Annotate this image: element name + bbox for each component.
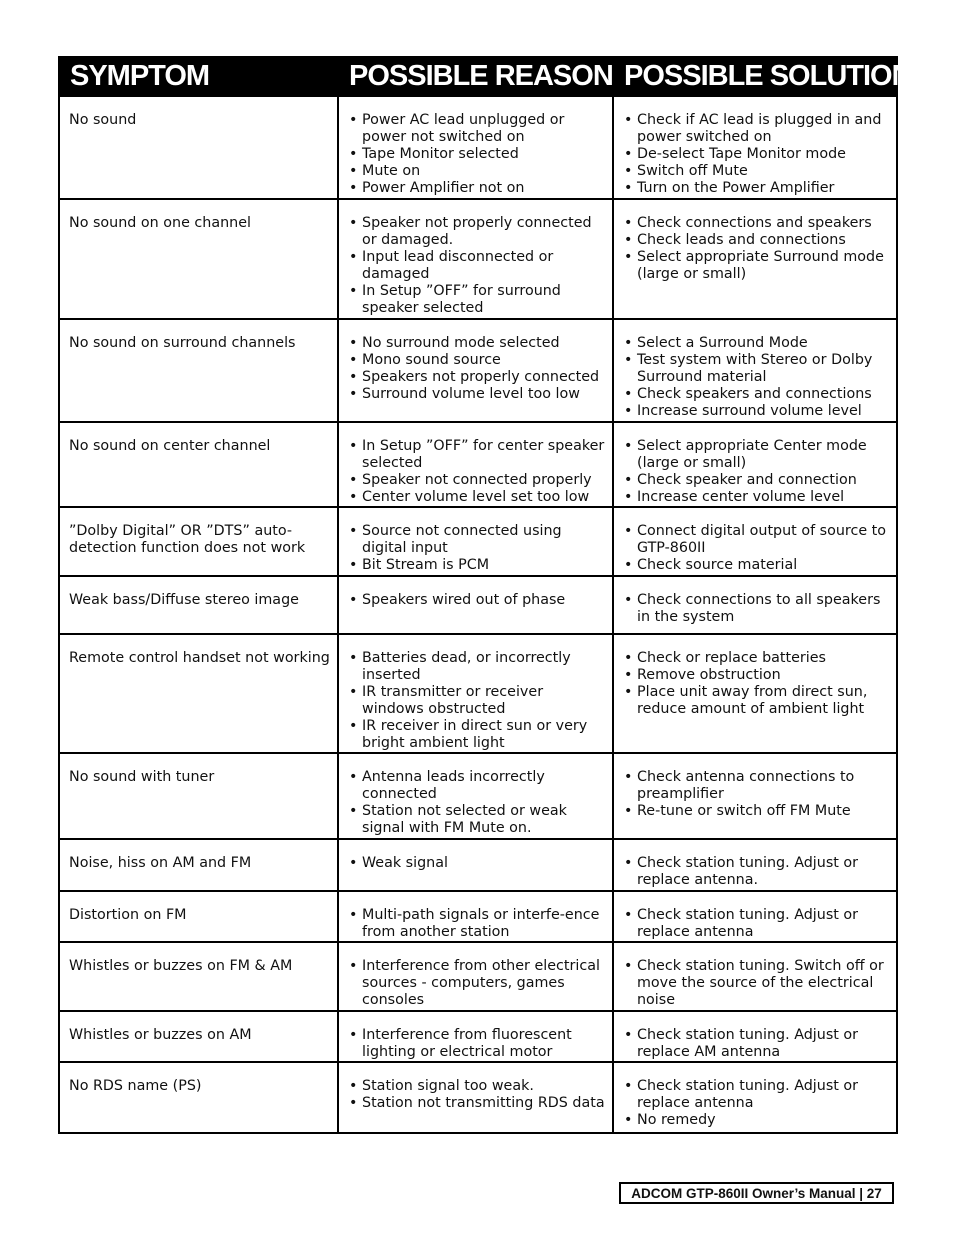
reason-list <box>348 650 606 752</box>
solution-cell <box>613 634 897 753</box>
solution-cell <box>613 839 897 891</box>
reason-item: • No surround mode selected <box>348 335 606 352</box>
solution-item: • Check if AC lead is plugged in and power switched on <box>623 112 890 146</box>
reason-list <box>348 215 606 317</box>
symptom-cell: No sound on one channel <box>59 199 338 319</box>
solution-cell <box>613 753 897 839</box>
solution-cell <box>613 1062 897 1133</box>
reason-item: • Speakers not properly connected <box>348 369 606 386</box>
solution-list <box>623 855 890 889</box>
reason-list <box>348 1078 606 1112</box>
reason-item: • Batteries dead, or incorrectly inserted <box>348 650 606 684</box>
reason-item: • Station not selected or weak signal with FM Mute on. <box>348 803 606 837</box>
solution-list <box>623 1078 890 1129</box>
reason-list <box>348 855 606 872</box>
solution-list <box>623 907 890 941</box>
reason-item: • IR receiver in direct sun or very bright ambient light <box>348 718 606 752</box>
reason-item: • Source not connected using digital input <box>348 523 606 557</box>
reason-item: • Center volume level set too low <box>348 489 606 506</box>
reason-item: • Station signal too weak. <box>348 1078 606 1095</box>
reason-item: • Weak signal <box>348 855 606 872</box>
solution-list <box>623 112 890 197</box>
solution-item: • Place unit away from direct sun, reduce amount of ambient light <box>623 684 890 718</box>
solution-list <box>623 523 890 574</box>
solution-item: • Check antenna connections to preamplifier <box>623 769 890 803</box>
solution-item: • Check station tuning. Adjust or replace antenna. <box>623 855 890 889</box>
reason-item: • Input lead disconnected or damaged <box>348 249 606 283</box>
symptom-cell: Distortion on FM <box>59 891 338 942</box>
header-symptom: SYMPTOM <box>59 57 338 96</box>
solution-item: • Test system with Stereo or Dolby Surround material <box>623 352 890 386</box>
footer-text: ADCOM GTP-860II Owner’s Manual | 27 <box>631 1185 882 1201</box>
solution-item: • Select appropriate Center mode (large or small) <box>623 438 890 472</box>
reason-item: • Power Amplifier not on <box>348 180 606 197</box>
table-row <box>59 753 897 839</box>
header-possible-reason: POSSIBLE REASON <box>338 57 613 96</box>
header-possible-solution: POSSIBLE SOLUTION <box>613 57 897 96</box>
symptom-cell: No sound on surround channels <box>59 319 338 422</box>
reason-cell <box>338 576 613 634</box>
solution-cell <box>613 891 897 942</box>
solution-item: • Connect digital output of source to GTP-860II <box>623 523 890 557</box>
reason-list <box>348 335 606 403</box>
reason-cell <box>338 319 613 422</box>
solution-cell <box>613 942 897 1011</box>
reason-cell <box>338 753 613 839</box>
solution-item: • Check station tuning. Adjust or replace AM antenna <box>623 1027 890 1061</box>
solution-item: • Check station tuning. Adjust or replace antenna <box>623 907 890 941</box>
reason-item: • Multi-path signals or interfe-ence from another station <box>348 907 606 941</box>
solution-cell <box>613 507 897 576</box>
solution-item: • Check leads and connections <box>623 232 890 249</box>
reason-list <box>348 438 606 506</box>
reason-list <box>348 1027 606 1061</box>
reason-cell <box>338 942 613 1011</box>
reason-item: • Speaker not properly connected or damaged. <box>348 215 606 249</box>
table-row <box>59 839 897 891</box>
symptom-cell: No sound on center channel <box>59 422 338 507</box>
reason-item: • Mono sound source <box>348 352 606 369</box>
table-row <box>59 422 897 507</box>
table-row <box>59 942 897 1011</box>
reason-cell <box>338 839 613 891</box>
reason-item: • Tape Monitor selected <box>348 146 606 163</box>
solution-cell <box>613 576 897 634</box>
table-row <box>59 96 897 199</box>
table-header-row <box>59 57 897 96</box>
reason-item: • Antenna leads incorrectly connected <box>348 769 606 803</box>
reason-cell <box>338 891 613 942</box>
solution-list <box>623 592 890 626</box>
table-row <box>59 1011 897 1062</box>
solution-item: • Check speakers and connections <box>623 386 890 403</box>
reason-cell <box>338 422 613 507</box>
solution-item: • Check connections to all speakers in the system <box>623 592 890 626</box>
solution-item: • Check connections and speakers <box>623 215 890 232</box>
table-row <box>59 199 897 319</box>
solution-item: • Re-tune or switch off FM Mute <box>623 803 890 820</box>
reason-item: • In Setup ”OFF” for surround speaker selected <box>348 283 606 317</box>
solution-cell <box>613 319 897 422</box>
table-body <box>59 96 897 1133</box>
reason-cell <box>338 634 613 753</box>
reason-item: • Interference from other electrical sources - computers, games consoles <box>348 958 606 1009</box>
solution-list <box>623 769 890 820</box>
solution-item: • Check or replace batteries <box>623 650 890 667</box>
table-row <box>59 1062 897 1133</box>
reason-list <box>348 523 606 574</box>
solution-item: • Increase surround volume level <box>623 403 890 420</box>
solution-list <box>623 438 890 506</box>
table-row <box>59 507 897 576</box>
reason-list <box>348 769 606 837</box>
reason-item: • Station not transmitting RDS data <box>348 1095 606 1112</box>
solution-list <box>623 1027 890 1061</box>
solution-cell <box>613 1011 897 1062</box>
solution-item: • Turn on the Power Amplifier <box>623 180 890 197</box>
symptom-cell: Noise, hiss on AM and FM <box>59 839 338 891</box>
table-row <box>59 319 897 422</box>
solution-item: • Check source material <box>623 557 890 574</box>
table-row <box>59 576 897 634</box>
reason-item: • In Setup ”OFF” for center speaker selected <box>348 438 606 472</box>
table-row <box>59 634 897 753</box>
reason-cell <box>338 507 613 576</box>
page-footer <box>619 1182 894 1204</box>
solution-item: • Check station tuning. Switch off or move the source of the electrical noise <box>623 958 890 1009</box>
symptom-cell: Whistles or buzzes on FM & AM <box>59 942 338 1011</box>
solution-item: • Check speaker and connection <box>623 472 890 489</box>
reason-list <box>348 112 606 197</box>
reason-item: • Speakers wired out of phase <box>348 592 606 609</box>
solution-cell <box>613 199 897 319</box>
solution-list <box>623 215 890 283</box>
solution-item: • No remedy <box>623 1112 890 1129</box>
reason-item: • Surround volume level too low <box>348 386 606 403</box>
solution-item: • Remove obstruction <box>623 667 890 684</box>
reason-cell <box>338 199 613 319</box>
solution-item: • Switch off Mute <box>623 163 890 180</box>
reason-item: • Bit Stream is PCM <box>348 557 606 574</box>
reason-cell <box>338 1062 613 1133</box>
symptom-cell: Whistles or buzzes on AM <box>59 1011 338 1062</box>
reason-item: • Interference from fluorescent lighting or electrical motor <box>348 1027 606 1061</box>
solution-cell <box>613 422 897 507</box>
reason-cell <box>338 96 613 199</box>
solution-list <box>623 335 890 420</box>
solution-list <box>623 958 890 1009</box>
reason-list <box>348 958 606 1009</box>
symptom-cell: ”Dolby Digital” OR ”DTS” auto-detection function does not work <box>59 507 338 576</box>
solution-item: • Increase center volume level <box>623 489 890 506</box>
symptom-cell: Remote control handset not working <box>59 634 338 753</box>
solution-item: • Select appropriate Surround mode (large or small) <box>623 249 890 283</box>
reason-cell <box>338 1011 613 1062</box>
reason-list <box>348 907 606 941</box>
reason-list <box>348 592 606 609</box>
solution-item: • Check station tuning. Adjust or replace antenna <box>623 1078 890 1112</box>
troubleshooting-table <box>58 56 912 1134</box>
symptom-cell: No sound <box>59 96 338 199</box>
solution-cell <box>613 96 897 199</box>
table-row <box>59 891 897 942</box>
reason-item: • Mute on <box>348 163 606 180</box>
reason-item: • Power AC lead unplugged or power not switched on <box>348 112 606 146</box>
solution-list <box>623 650 890 718</box>
reason-item: • Speaker not connected properly <box>348 472 606 489</box>
solution-item: • Select a Surround Mode <box>623 335 890 352</box>
symptom-cell: Weak bass/Diffuse stereo image <box>59 576 338 634</box>
reason-item: • IR transmitter or receiver windows obstructed <box>348 684 606 718</box>
symptom-cell: No RDS name (PS) <box>59 1062 338 1133</box>
solution-item: • De-select Tape Monitor mode <box>623 146 890 163</box>
symptom-cell: No sound with tuner <box>59 753 338 839</box>
